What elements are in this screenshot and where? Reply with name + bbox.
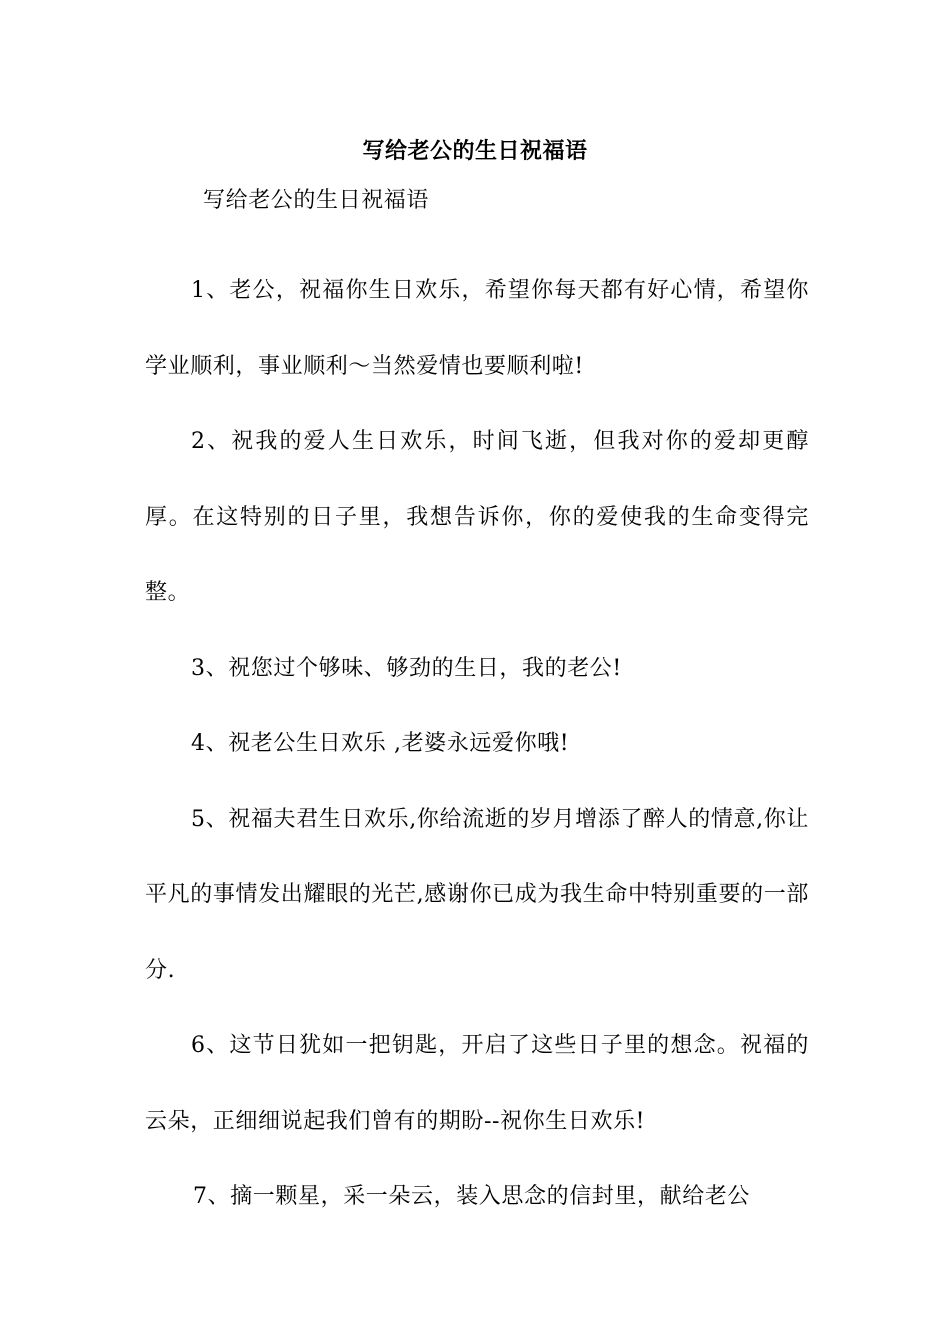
wish-item-1: 1、老公，祝福你生日欢乐，希望你每天都有好心情，希望你学业顺利，事业顺利～当然爱情也要顺利啦! [145, 278, 809, 379]
document-subtitle: 写给老公的生日祝福语 [203, 188, 430, 213]
wish-item-5: 5、祝福夫君生日欢乐,你给流逝的岁月增添了醉人的情意,你让平凡的事情发出耀眼的光芒,感谢你已成为我生命中特别重要的一部分. [145, 806, 809, 983]
wish-item-4: 4、祝老公生日欢乐 ,老婆永远爱你哦! [191, 731, 570, 756]
wish-item-3: 3、祝您过个够味、够劲的生日，我的老公! [191, 655, 622, 681]
document-title: 写给老公的生日祝福语 [362, 139, 588, 164]
wish-item-2: 2、祝我的爱人生日欢乐，时间飞逝，但我对你的爱却更醇厚。在这特别的日子里，我想告诉你，你的爱使我的生命变得完整。 [145, 429, 809, 605]
wish-item-6: 6、这节日犹如一把钥匙，开启了这些日子里的想念。祝福的云朵，正细细说起我们曾有的期盼--祝你生日欢乐! [145, 1033, 809, 1134]
document-body [145, 182, 809, 1235]
wish-item-7: 7、摘一颗星，采一朵云，装入思念的信封里，献给老公 [193, 1184, 750, 1209]
